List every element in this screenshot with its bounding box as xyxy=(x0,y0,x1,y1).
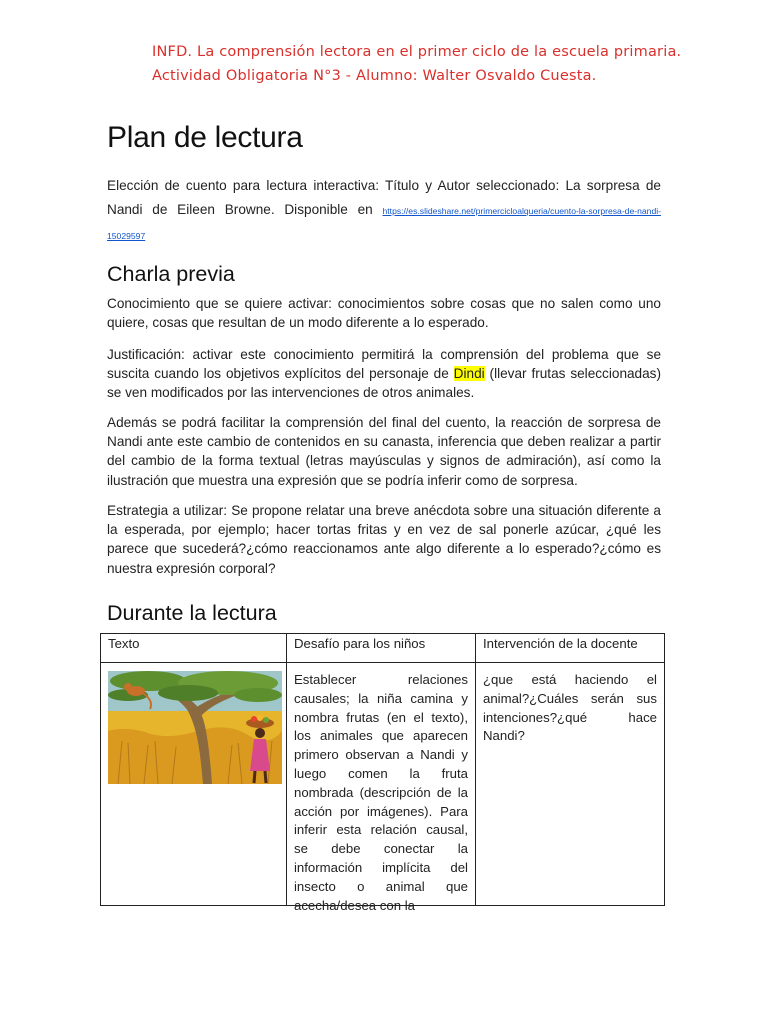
column-header-texto: Texto xyxy=(101,634,287,663)
column-header-intervencion: Intervención de la docente xyxy=(476,634,665,663)
paragraph-ademas: Además se podrá facilitar la comprensión del final del cuento, la reacción de sorpresa de Nandi ante este cambio de contenidos en su canasta, inferencia que deben realizar a partir del cambio de la forma textual (letras mayúsculas y signos de admiración), así como la ilustración que muestra una expresión que se podría inferir como de sorpresa. xyxy=(107,415,661,488)
justificacion-text-end: (llevar frutas seleccionadas) se ven modificados por las intervenciones de otros animales. xyxy=(107,366,662,401)
paragraph-estrategia: Estrategia a utilizar: Se propone relatar una breve anécdota sobre una situación diferente a la esperada, por ejemplo; hacer tortas fritas y en vez de sal ponerle azúcar, ¿qué les parece que sucederá?¿cómo reaccionamos ante algo diferente a lo esperado?¿cómo es nuestra expresión corporal? xyxy=(107,503,661,576)
section-heading-durante-la-lectura: Durante la lectura xyxy=(107,601,277,625)
desafio-cell xyxy=(287,663,476,913)
story-illustration-cell xyxy=(101,663,287,906)
intro-text: Elección de cuento para lectura interactiva: Título y Autor seleccionado: La sorpresa de Nandi de Eileen Browne. Disponible en xyxy=(107,178,661,217)
highlighted-word: Dindi xyxy=(453,366,485,382)
paragraph-justificacion xyxy=(107,345,661,403)
justificacion-text-start: Justificación: activar este conocimiento permitirá la comprensión del problema que se suscita cuando los objetivos explícitos del personaje de xyxy=(107,347,661,382)
intervencion-text: ¿que está haciendo el animal?¿Cuáles serán sus intenciones?¿qué hace Nandi? xyxy=(483,672,657,744)
reading-plan-table xyxy=(100,633,665,913)
intro-paragraph xyxy=(107,174,661,248)
story-illustration-image xyxy=(108,671,282,784)
section-heading-charla-previa: Charla previa xyxy=(107,262,235,286)
header-student-line: Actividad Obligatoria N°3 - Alumno: Walter Osvaldo Cuesta. xyxy=(152,68,597,84)
table-header-row xyxy=(101,634,665,663)
column-header-desafio: Desafío para los niños xyxy=(287,634,476,663)
slideshare-link[interactable]: https://es.slideshare.net/primercicloalqueria/cuento-la-sorpresa-de-nandi-15029597 xyxy=(107,206,661,241)
desafio-text: Establecer relaciones causales; la niña camina y nombra frutas (en el texto), los animales que aparecen primero observan a Nandi y luego comen la fruta nombrada (descripción de la acción por imágenes). Para inferir esta relación causal, se debe conectar la información implícita del insecto o animal que acecha/desea con la xyxy=(294,672,468,913)
page-title: Plan de lectura xyxy=(107,121,303,154)
table-row xyxy=(101,663,665,906)
paragraph-conocimiento: Conocimiento que se quiere activar: conocimientos sobre cosas que no salen como uno quiere, cosas que resultan de un modo diferente a lo esperado. xyxy=(107,296,661,331)
intervencion-cell xyxy=(476,663,665,906)
document-header xyxy=(152,40,712,88)
header-course-line: INFD. La comprensión lectora en el primer ciclo de la escuela primaria. xyxy=(152,44,682,60)
